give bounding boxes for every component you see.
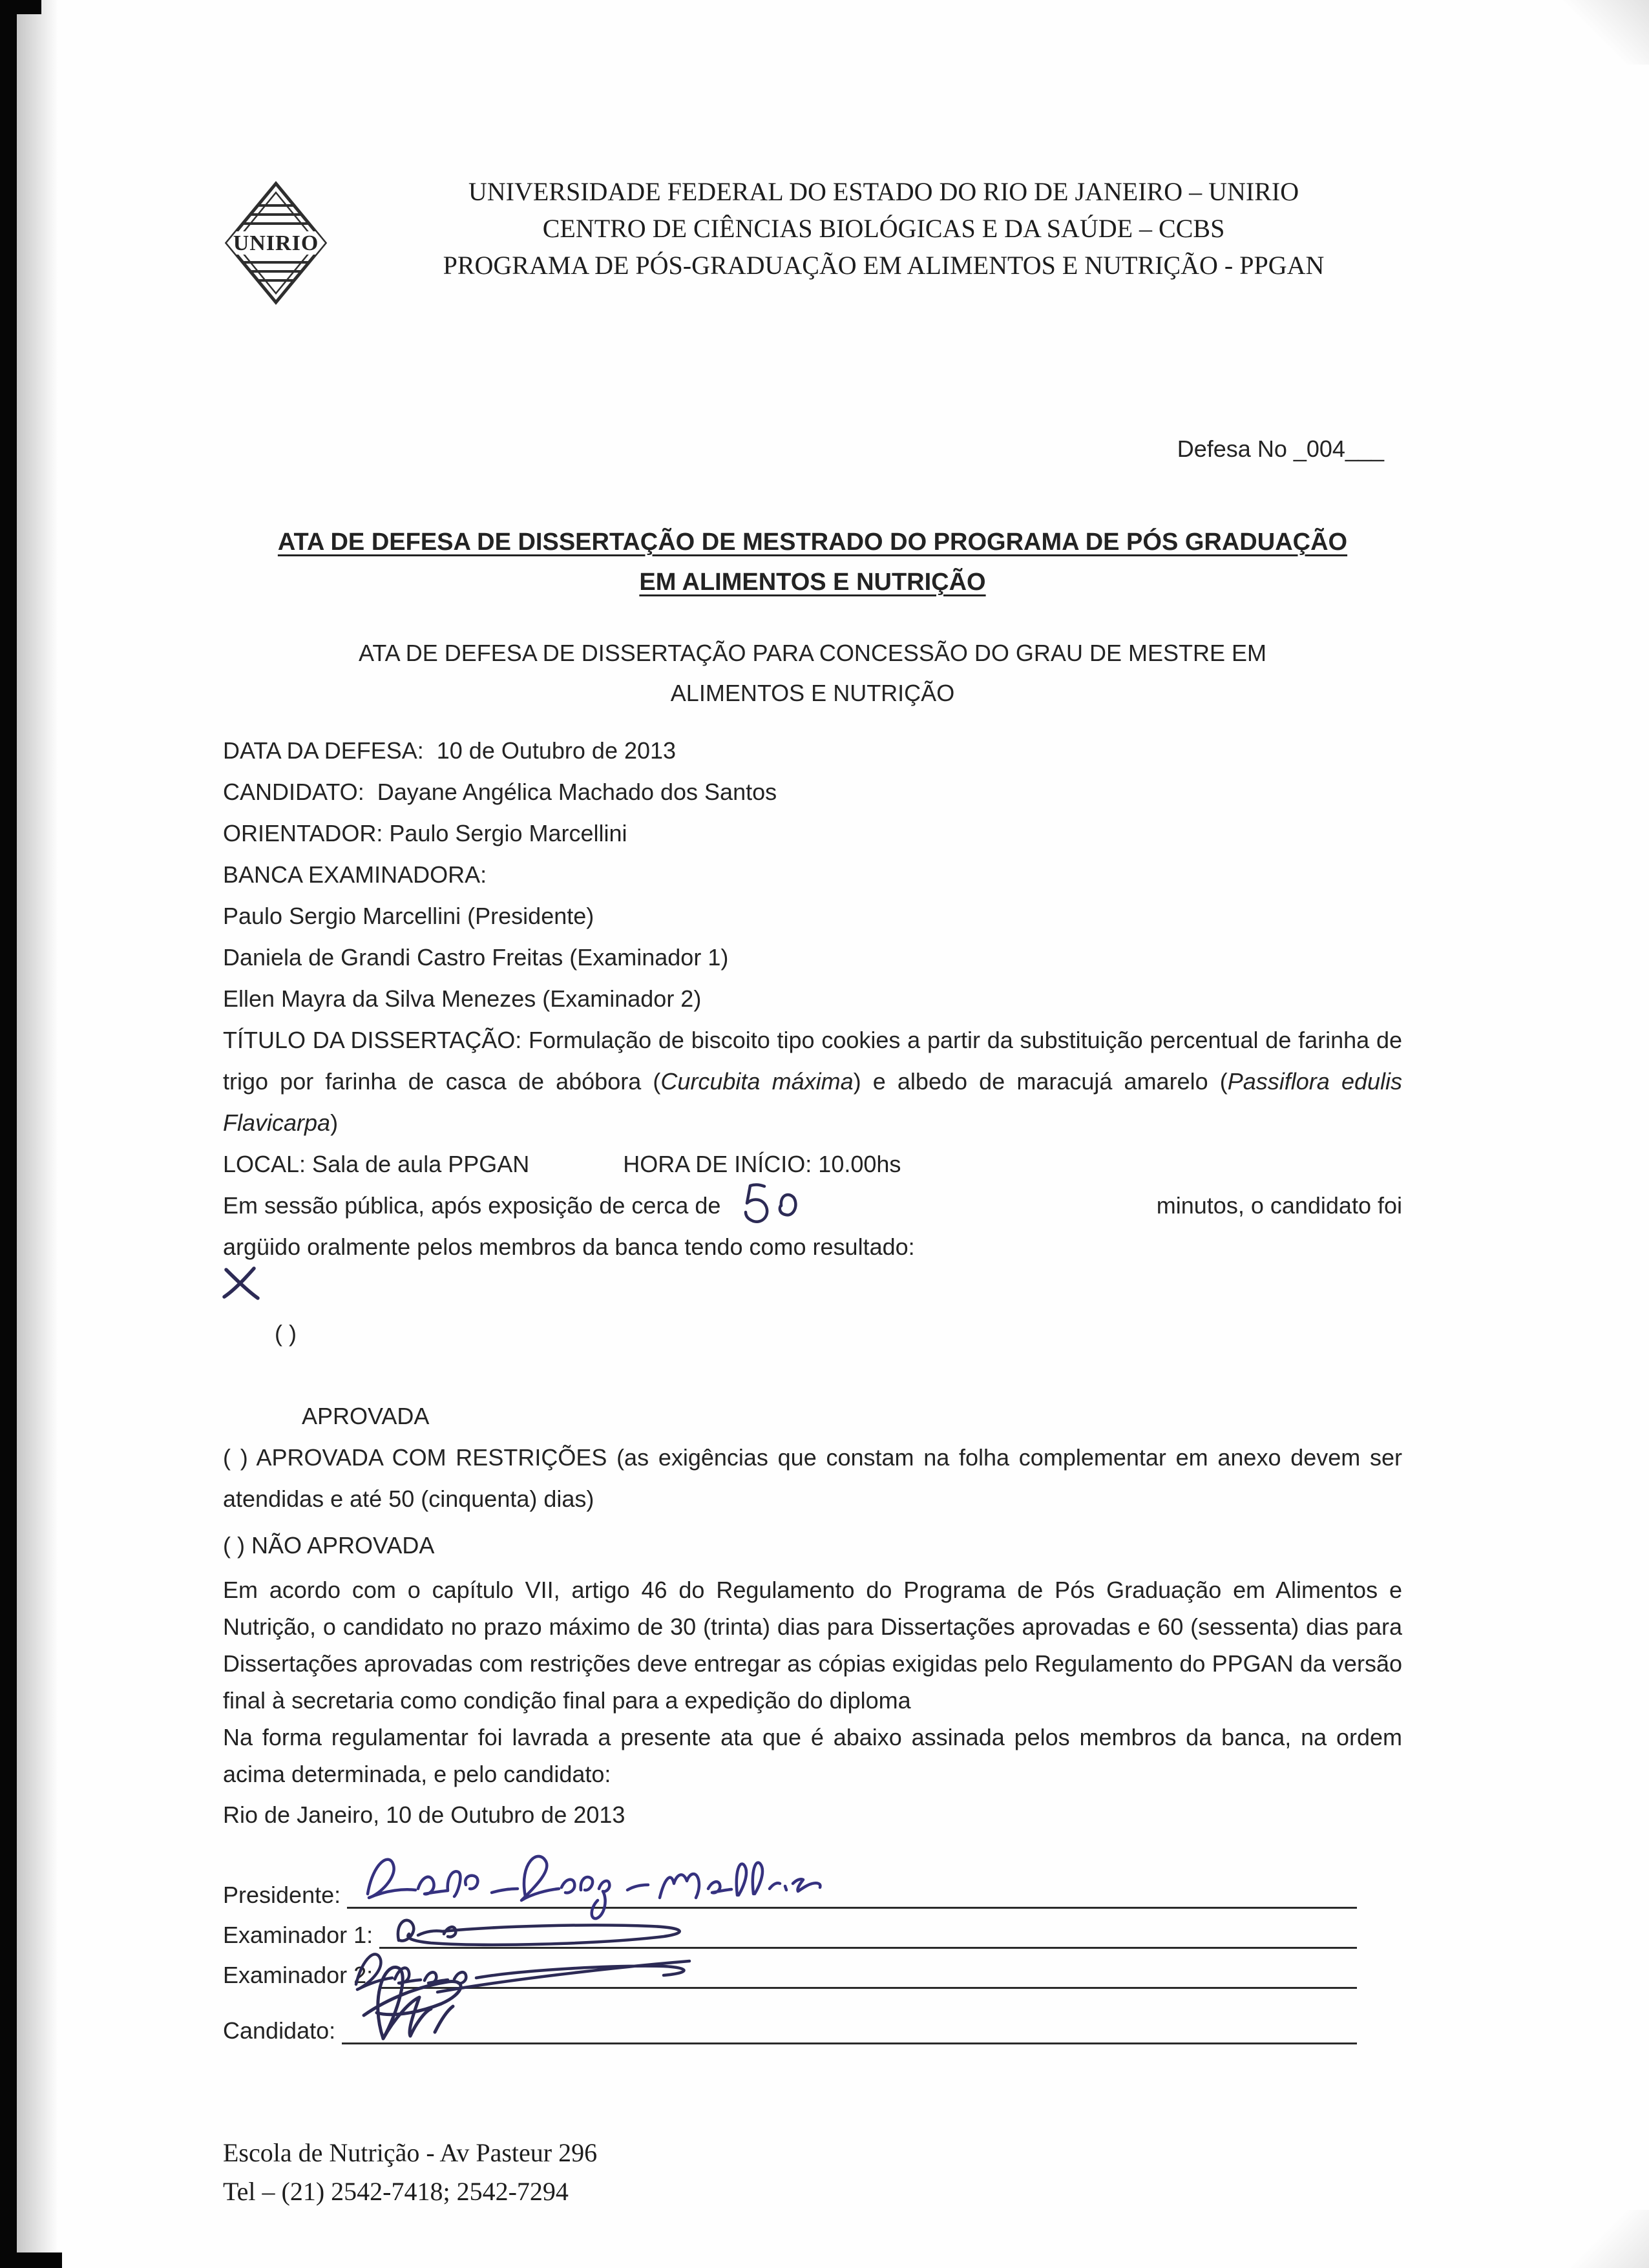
institution-line-3: PROGRAMA DE PÓS-GRADUAÇÃO EM ALIMENTOS E NUTRIÇÃO - PPGAN [443, 251, 1325, 280]
signature-label-examinador-2: Examinador 2: [223, 1962, 373, 1988]
signature-line-presidente [347, 1876, 1357, 1909]
banca-member-1: Paulo Sergio Marcellini (Presidente) [223, 903, 594, 929]
letterhead-text [365, 173, 1402, 284]
titulo-species-2: Passiflora edulis Flavicarpa [223, 1068, 1402, 1136]
letterhead [223, 173, 1402, 310]
local-hora-row [223, 1144, 1402, 1185]
minutes-blank [720, 1185, 1156, 1226]
titulo-mid: ) e albedo de maracujá amarelo ( [853, 1068, 1228, 1095]
title-line-2: EM ALIMENTOS E NUTRIÇÃO [639, 569, 986, 596]
institution-line-1: UNIVERSIDADE FEDERAL DO ESTADO DO RIO DE JANEIRO – UNIRIO [468, 177, 1299, 206]
signature-label-presidente: Presidente: [223, 1882, 341, 1908]
banca-member-2: Daniela de Grandi Castro Freitas (Examinador 1) [223, 944, 729, 971]
scan-corner-bottom-left [0, 2252, 62, 2268]
signature-block [223, 1869, 1402, 2044]
titulo-suffix: ) [330, 1109, 339, 1136]
field-data-defesa: DATA DA DEFESA: 10 de Outubro de 2013 [223, 737, 677, 764]
defense-info [223, 730, 1402, 1020]
field-hora: HORA DE INÍCIO: 10.00hs [623, 1151, 901, 1177]
option-nao-aprovada: ( ) NÃO APROVADA [223, 1532, 435, 1559]
paragraph-lavrada: Na forma regulamentar foi lavrada a presente ata que é abaixo assinada pelos membros da banca, na ordem acima determinada, e pelo candidato: [223, 1724, 1402, 1787]
field-orientador: ORIENTADOR: Paulo Sergio Marcellini [223, 820, 627, 846]
paragraph-regulamento: Em acordo com o capítulo VII, artigo 46 do Regulamento do Programa de Pós Graduação em Alimentos e Nutrição, o candidato no prazo máximo de 30 (trinta) dias para Dissertações aprovadas e 60 (sessenta) dias para Dissertações aprovadas com restrições deve entregar as cópias exigidas pelo Regulamento do PPGAN da versão final à secretaria como condição final para a expedição do diploma [223, 1577, 1402, 1714]
sessao-before: Em sessão pública, após exposição de cerca de [223, 1192, 721, 1219]
field-banca-label: BANCA EXAMINADORA: [223, 861, 487, 888]
signature-line-candidato [342, 2011, 1357, 2044]
handwritten-minutes-ink [736, 1176, 807, 1229]
session-sentence-line-2: argüido oralmente pelos membros da banca tendo como resultado: [223, 1234, 915, 1260]
subtitle-line-2: ALIMENTOS E NUTRIÇÃO [670, 680, 955, 706]
footer [223, 2134, 1402, 2211]
titulo-species-1: Curcubita máxima [660, 1068, 854, 1095]
signature-row-examinador-1 [223, 1909, 1402, 1949]
title-line-1: ATA DE DEFESA DE DISSERTAÇÃO DE MESTRADO DO PROGRAMA DE PÓS GRADUAÇÃO [277, 529, 1348, 556]
sessao-after: minutos, o candidato foi [1156, 1192, 1402, 1219]
signature-line-examinador-1 [379, 1916, 1357, 1949]
field-local: LOCAL: Sala de aula PPGAN [223, 1151, 530, 1177]
checkbox-aprovada [223, 1272, 297, 1437]
institution-line-2: CENTRO DE CIÊNCIAS BIOLÓGICAS E DA SAÚDE – CCBS [542, 214, 1225, 243]
banca-member-3: Ellen Mayra da Silva Menezes (Examinador 2) [223, 985, 702, 1012]
signature-line-examinador-2 [379, 1956, 1357, 1989]
dissertation-title-paragraph [223, 1020, 1402, 1144]
footer-phone: Tel – (21) 2542-7418; 2542-7294 [223, 2177, 569, 2206]
option-aprovada-label: APROVADA [302, 1403, 430, 1429]
option-aprovada-restricoes: ( ) APROVADA COM RESTRIÇÕES (as exigências que constam na folha complementar em anexo devem ser atendidas e até 50 (cinquenta) dias) [223, 1444, 1402, 1512]
document-subtitle [223, 633, 1402, 713]
unirio-logo-icon [223, 177, 330, 310]
logo-wordmark: UNIRIO [233, 231, 319, 255]
footer-address: Escola de Nutrição - Av Pasteur 296 [223, 2138, 598, 2167]
option-aprovada [223, 1272, 1402, 1437]
signature-row-examinador-2 [223, 1949, 1402, 1989]
subtitle-line-1: ATA DE DEFESA DE DISSERTAÇÃO PARA CONCESSÃO DO GRAU DE MESTRE EM [359, 640, 1266, 666]
signature-label-examinador-1: Examinador 1: [223, 1922, 373, 1948]
scan-corner-bottom-right [1571, 2210, 1649, 2268]
field-candidato: CANDIDATO: Dayane Angélica Machado dos Santos [223, 779, 777, 805]
handwritten-x-mark [218, 1264, 264, 1304]
checkbox-parens: ( ) [275, 1320, 297, 1347]
signature-row-presidente [223, 1869, 1402, 1909]
session-sentence-line-1 [223, 1185, 1402, 1226]
defesa-number: Defesa No _004___ [1177, 436, 1384, 462]
document-title [223, 522, 1402, 602]
titulo-prefix: TÍTULO DA DISSERTAÇÃO: Formulação de biscoito tipo cookies a partir da substituição percentual de farinha de trigo por farinha de casca de abóbora ( [223, 1027, 1402, 1095]
signature-row-candidato [223, 2004, 1402, 2044]
city-date-line: Rio de Janeiro, 10 de Outubro de 2013 [223, 1801, 625, 1828]
signature-label-candidato: Candidato: [223, 2017, 336, 2044]
